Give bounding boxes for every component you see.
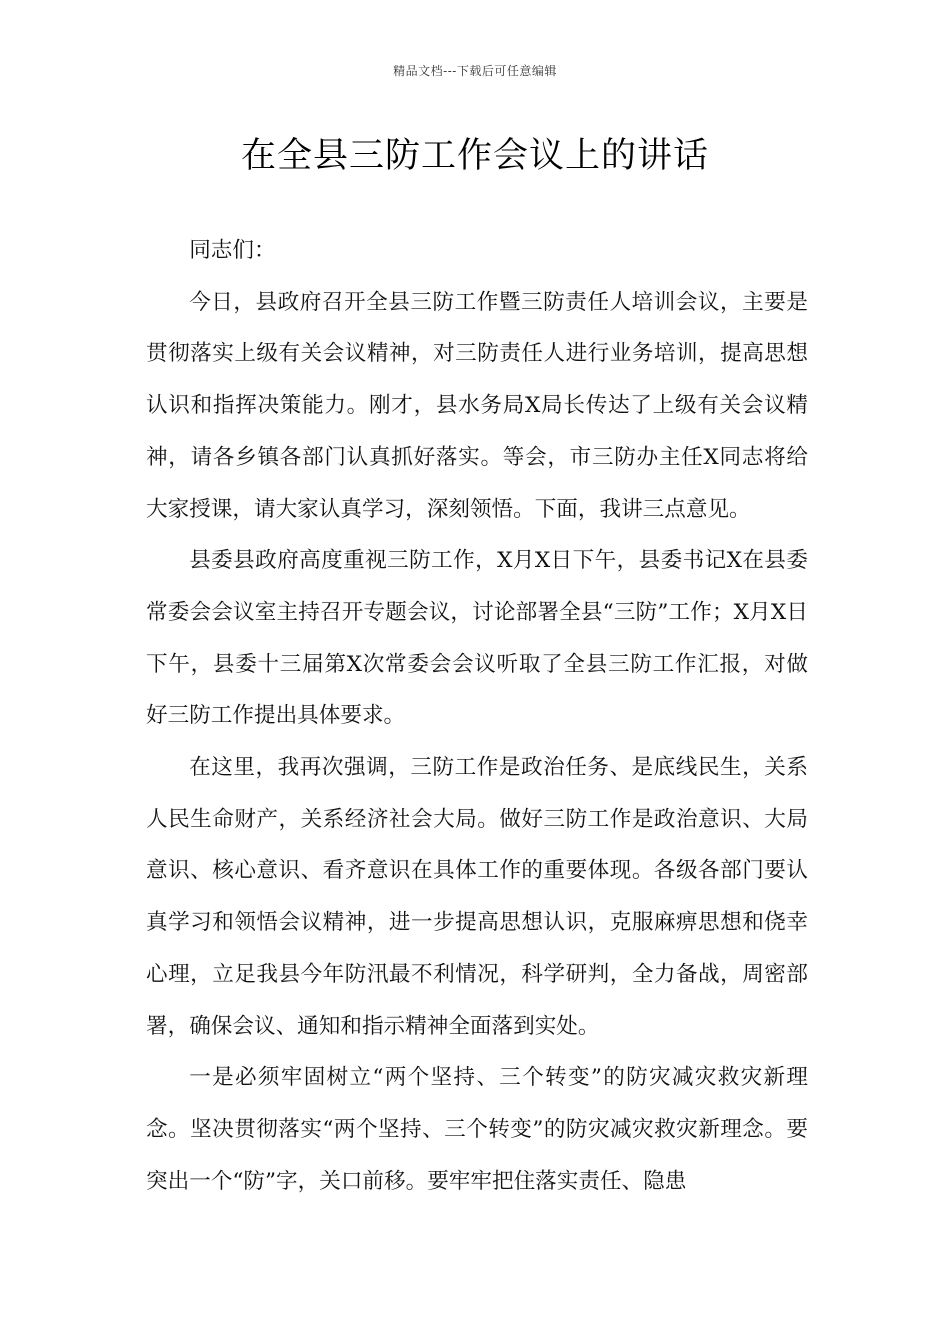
page-header-note: 精品文档---下载后可任意编辑 <box>393 64 557 78</box>
paragraph-emphasis: 在这里，我再次强调，三防工作是政治任务、是底线民生，关系人民生命财产，关系经济社会大局。做好三防工作是政治意识、大局意识、核心意识、看齐意识在具体工作的重要体现。各级各部门要认真学习和领悟会议精神，进一步提高思想认识，克服麻痹思想和侥幸心理，立足我县今年防汛最不利情况，科学研判，全力备战，周密部署，确保会议、通知和指示精神全面落到实处。 <box>146 755 808 1039</box>
document-title: 在全县三防工作会议上的讲话 <box>240 136 709 176</box>
paragraph-salutation: 同志们： <box>189 238 276 263</box>
paragraph-point-one: 一是必须牢固树立“两个坚持、三个转变”的防灾减灾救灾新理念。坚决贯彻落实“两个坚持、三个转变”的防灾减灾救灾新理念。要突出一个“防”字，关口前移。要牢牢把住落实责任、隐患 <box>146 1065 808 1194</box>
document-body <box>146 225 808 1207</box>
paragraph-county-attention: 县委县政府高度重视三防工作，X月X日下午，县委书记X在县委常委会会议室主持召开专题会议，讨论部署全县“三防”工作；X月X日下午，县委十三届第X次常委会会议听取了全县三防工作汇报，对做好三防工作提出具体要求。 <box>146 548 808 729</box>
paragraph-intro: 今日，县政府召开全县三防工作暨三防责任人培训会议，主要是贯彻落实上级有关会议精神，对三防责任人进行业务培训，提高思想认识和指挥决策能力。刚才，县水务局X局长传达了上级有关会议精神，请各乡镇各部门认真抓好落实。等会，市三防办主任X同志将给大家授课，请大家认真学习，深刻领悟。下面，我讲三点意见。 <box>146 289 808 522</box>
